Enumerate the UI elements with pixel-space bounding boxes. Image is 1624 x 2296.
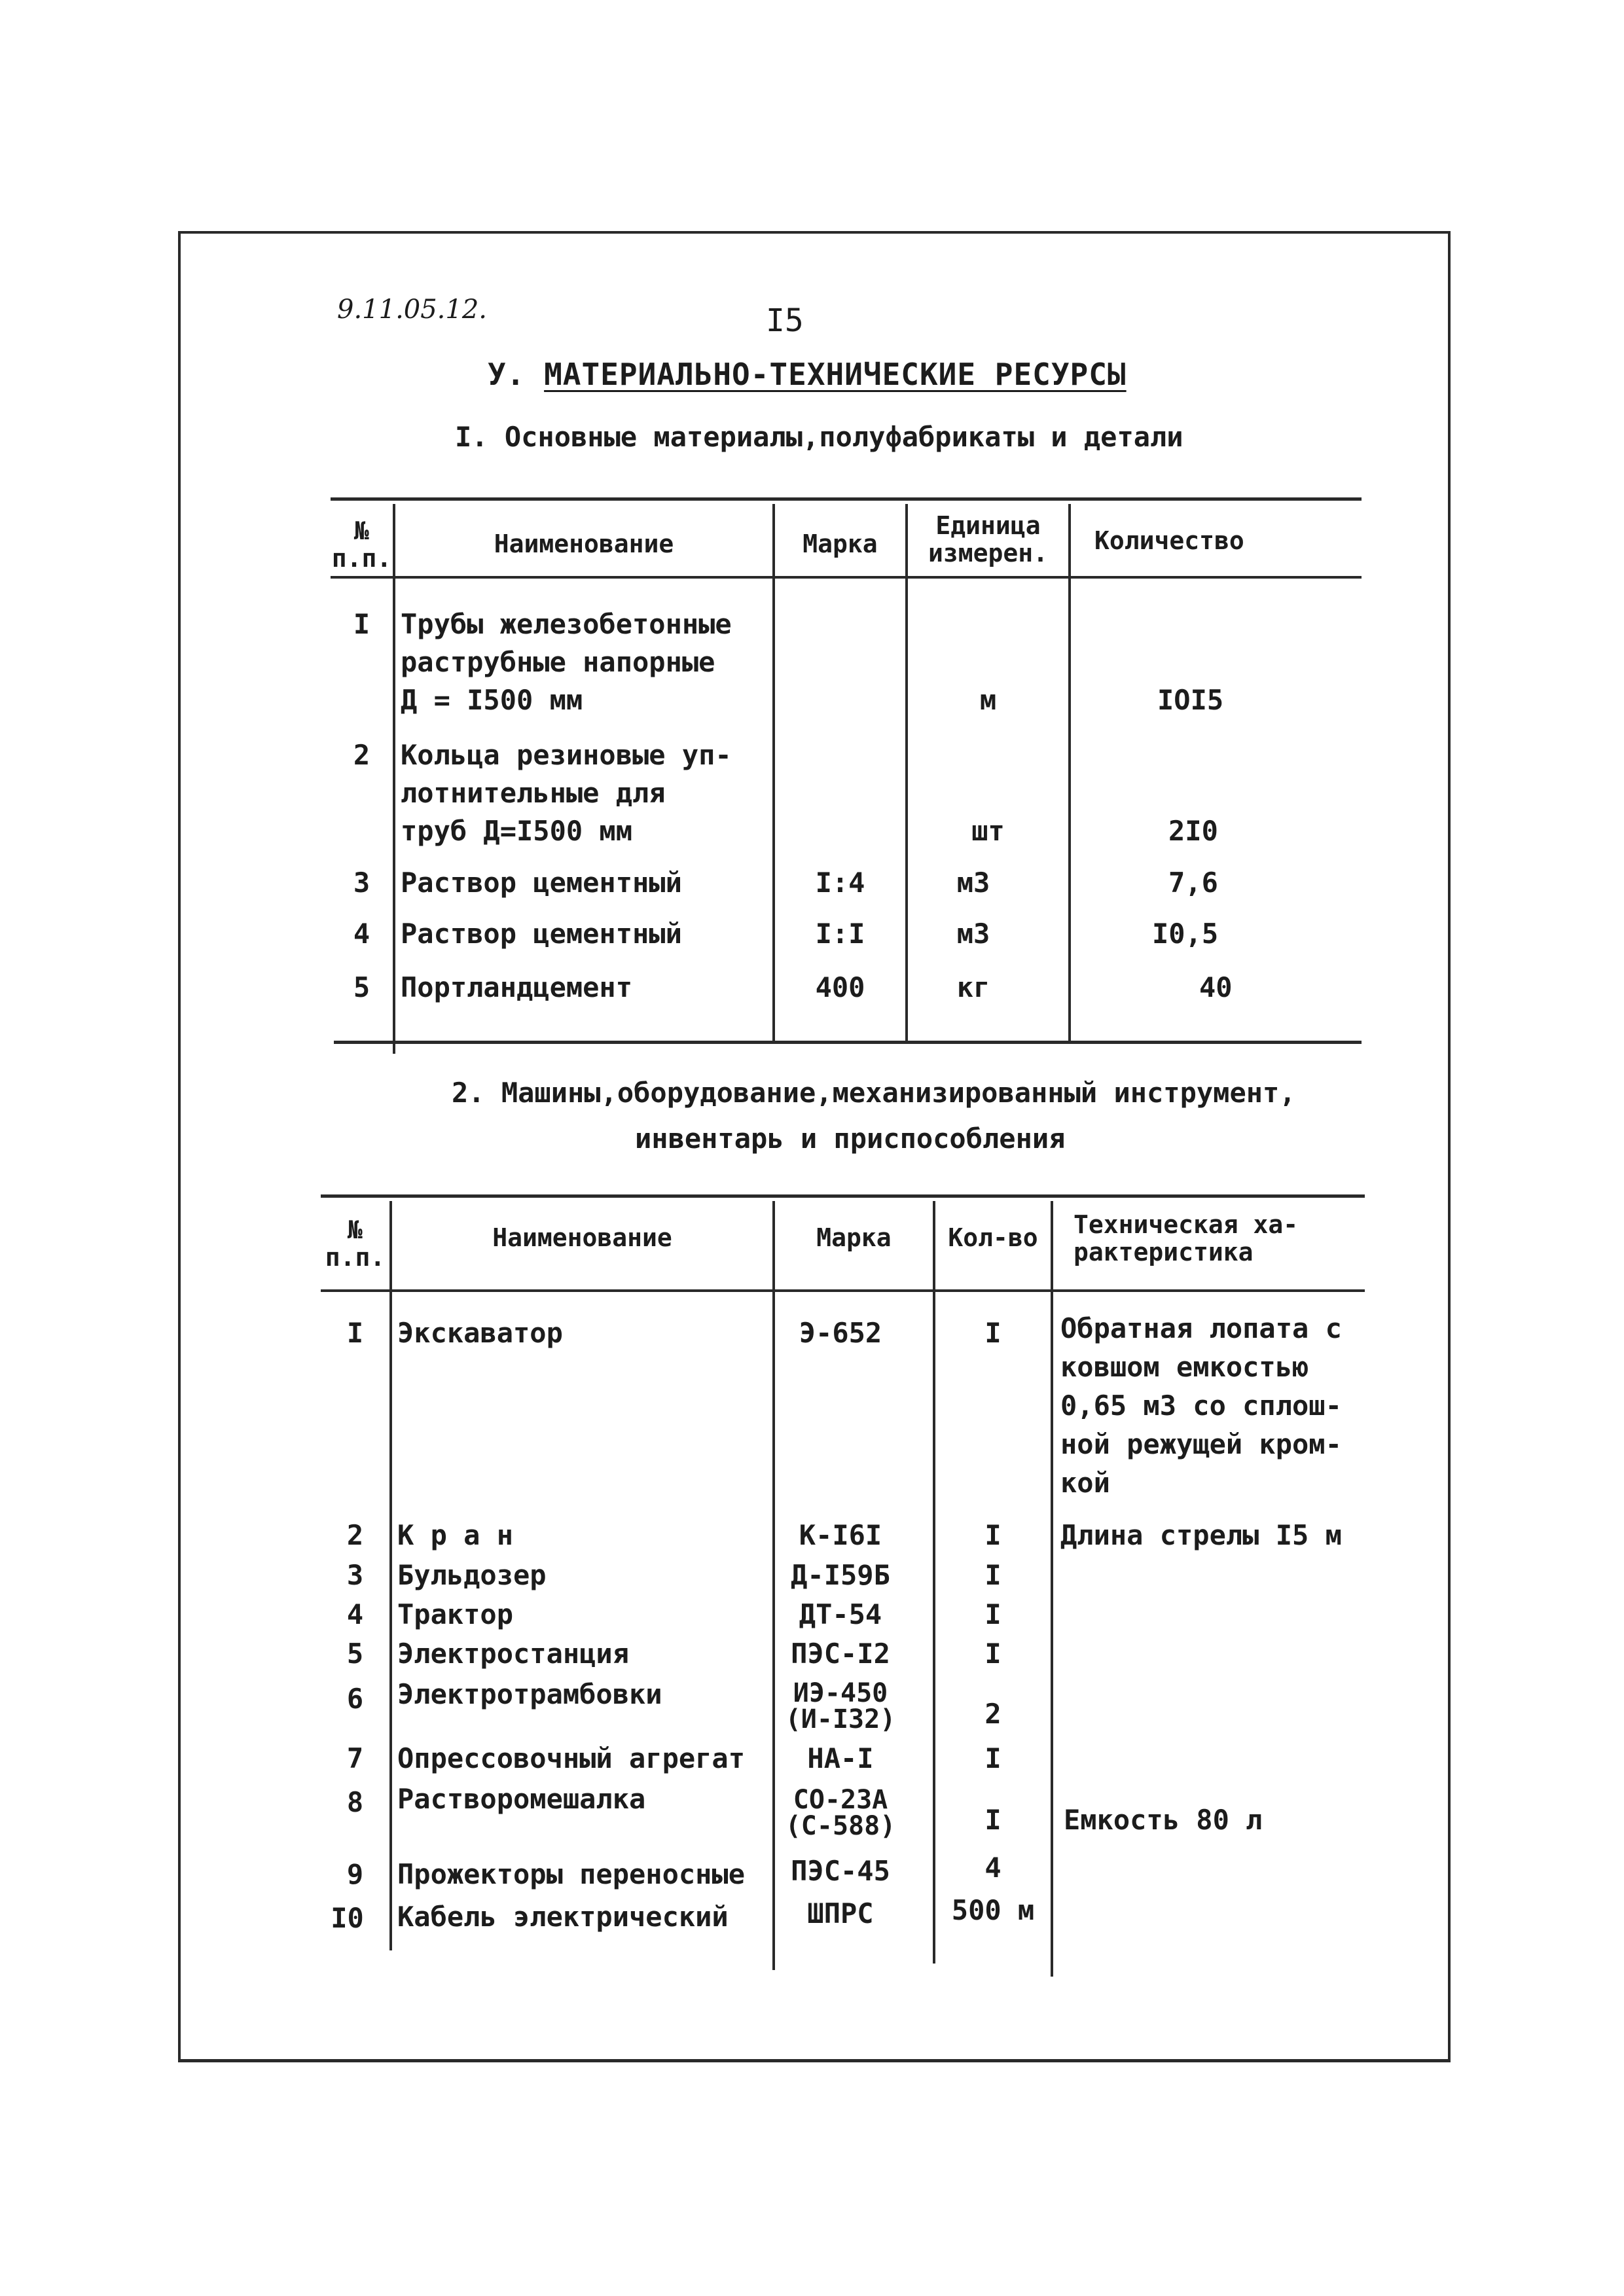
row-number: 8 [346,1786,364,1818]
row-quantity: I [984,1519,1001,1551]
row-tech: Емкость 80 л [1064,1804,1263,1836]
row-mark: ПЭС-45 [791,1855,890,1887]
row-name-line: труб Д=I500 мм [401,815,633,847]
row-unit: кг [956,971,990,1003]
table2-col-divider [389,1201,392,1950]
row-quantity: I [984,1317,1001,1349]
row-number: 3 [346,1559,364,1591]
table2-title-line1: 2. Машины,оборудование,механизированный инструмент, [452,1077,1296,1109]
row-quantity: 40 [1199,971,1233,1003]
row-quantity: I [984,1638,1001,1670]
row-name-line: Кольца резиновые уп- [401,739,732,771]
header-num [321,1216,389,1271]
row-name: Трактор [397,1598,514,1630]
row-mark: Э-652 [799,1317,882,1349]
row-tech: Длина стрелы I5 м [1060,1519,1342,1551]
row-quantity: I [984,1804,1001,1836]
row-number: 4 [346,1598,364,1630]
table1-top-rule [331,497,1362,501]
header-tech [1074,1211,1298,1266]
row-quantity: 7,6 [1168,867,1218,899]
row-name: К р а н [397,1519,514,1551]
header-num-line2: п.п. [331,544,392,573]
row-quantity: 500 м [951,1894,1035,1926]
row-name-line: Д = I500 мм [401,684,583,716]
row-mark [775,1787,906,1839]
table2-header-rule [321,1289,1365,1292]
table1-bottom-rule [334,1041,1362,1044]
row-unit: шт [971,815,1005,847]
row-name-line: лотнительные для [401,777,666,809]
header-quantity: Количество [1094,526,1244,555]
row-mark: ДТ-54 [799,1598,882,1630]
header-mark: Марка [803,529,878,558]
row-name: Экскаватор [397,1317,563,1349]
row-unit: м [979,684,997,716]
table2-col-divider [1051,1201,1053,1977]
row-quantity: I [984,1742,1001,1774]
row-name: Растворомешалка [397,1783,646,1815]
row-number: 9 [346,1858,364,1890]
row-quantity: 4 [984,1852,1001,1884]
table1-col-divider [1068,504,1071,1041]
section-number: У. [488,357,526,392]
row-unit: м3 [956,867,990,899]
header-name: Наименование [494,529,674,558]
row-number: I [353,608,370,640]
document-code: 9.11.05.12. [337,295,488,325]
section-title: МАТЕРИАЛЬНО-ТЕХНИЧЕСКИЕ РЕСУРСЫ [544,357,1127,392]
table1-col-divider [905,504,908,1041]
row-name: Раствор цементный [401,918,682,950]
row-unit: м3 [956,918,990,950]
row-quantity: I0,5 [1152,918,1219,950]
row-tech-line: Обратная лопата с [1060,1312,1342,1344]
row-number: I0 [331,1902,364,1934]
header-mark: Марка [816,1223,892,1252]
row-mark-line: СО-23А [793,1785,888,1815]
row-mark: ПЭС-I2 [791,1638,890,1670]
section-heading [488,357,1127,392]
table1-title: I. Основные материалы,полуфабрикаты и детали [455,421,1183,453]
row-mark [775,1680,906,1732]
row-mark-line: ИЭ-450 [793,1678,888,1708]
row-tech-line: ной режущей кром- [1060,1428,1342,1460]
table2-title-line2: инвентарь и приспособления [635,1122,1066,1155]
row-name: Опрессовочный агрегат [397,1742,746,1774]
header-num-line1: № [348,1215,363,1244]
row-tech-line: кой [1060,1467,1110,1499]
row-mark-line: (С-588) [785,1811,896,1841]
row-number: 3 [353,867,370,899]
row-quantity: I [984,1598,1001,1630]
row-tech-line: 0,65 м3 со сплош- [1060,1390,1342,1422]
row-number: 5 [346,1638,364,1670]
row-mark: ШПРС [807,1897,874,1929]
header-unit-line1: Единица [935,511,1041,540]
row-number: 7 [346,1742,364,1774]
row-quantity: 2 [984,1698,1001,1730]
table2-top-rule [321,1194,1365,1198]
row-mark: К-I6I [799,1519,882,1551]
row-mark-line: (И-I32) [785,1704,896,1734]
row-quantity: IOI5 [1157,684,1224,716]
row-number: 6 [346,1683,364,1715]
row-name [401,736,732,850]
row-mark: I:I [815,918,865,950]
table1-col-divider [772,504,775,1041]
row-number: 2 [353,739,370,771]
row-tech [1060,1309,1342,1502]
header-num-line2: п.п. [325,1243,386,1272]
row-tech-line: ковшом емкостью [1060,1351,1309,1383]
row-name: Портландцемент [401,971,633,1003]
row-name: Электростанция [397,1638,630,1670]
row-number: 5 [353,971,370,1003]
row-number: 4 [353,918,370,950]
row-name: Кабель электрический [397,1901,729,1933]
header-num [331,517,393,572]
header-num-line1: № [354,516,369,545]
row-name: Прожекторы переносные [397,1858,746,1890]
row-quantity: 2I0 [1168,815,1218,847]
row-name: Электротрамбовки [397,1678,662,1710]
page-number: I5 [766,302,804,339]
header-unit-line2: измерен. [928,539,1049,567]
table1-col-divider [393,504,395,1054]
row-number: I [346,1317,364,1349]
header-tech-line2: рактеристика [1074,1238,1254,1266]
row-name-line: Трубы железобетонные [401,608,732,640]
row-name: Бульдозер [397,1559,547,1591]
row-name: Раствор цементный [401,867,682,899]
row-quantity: I [984,1559,1001,1591]
table1-header-rule [331,576,1362,579]
header-tech-line1: Техническая ха- [1074,1210,1299,1239]
header-unit [908,512,1068,567]
row-mark: 400 [815,971,865,1003]
header-quantity: Кол-во [948,1223,1038,1252]
row-name [401,605,732,719]
header-name: Наименование [492,1223,672,1252]
row-mark: I:4 [815,867,865,899]
row-mark: НА-I [807,1742,874,1774]
row-number: 2 [346,1519,364,1551]
row-name-line: раструбные напорные [401,646,715,678]
row-mark: Д-I59Б [791,1559,890,1591]
